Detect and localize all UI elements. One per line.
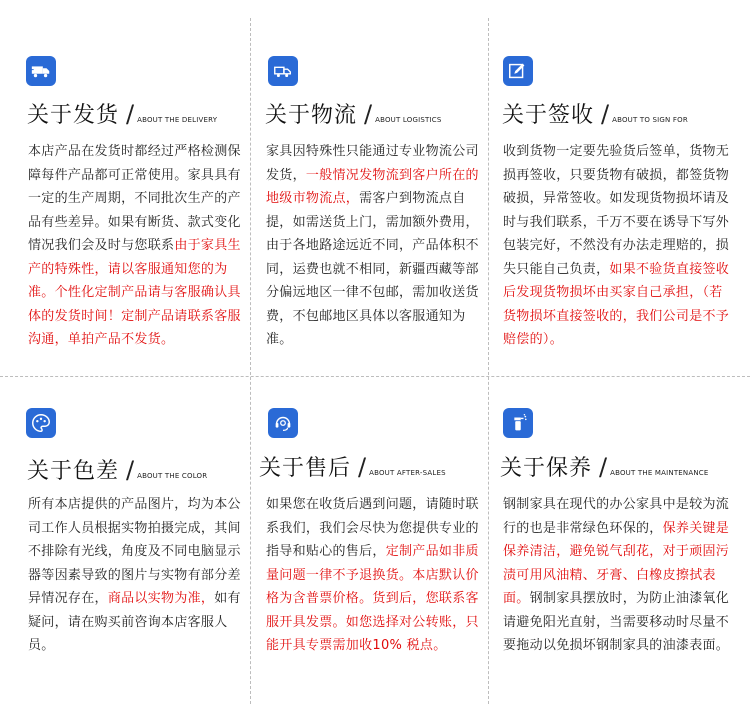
sign-pen-icon [503,56,533,86]
section-title: 关于售后 [259,456,352,481]
section-body [503,493,737,658]
highlight-text: 定制产品如非质量问题一律不予退换货。本店默认价格为含普票价格。货到后，您联系客服开具发票。如您选择对公转账，只能开具专票需加收10% 税点。 [266,544,479,653]
delivery-truck-icon [26,56,56,86]
column-divider-right [488,18,489,704]
palette-icon [26,408,56,438]
section-title: 关于发货 [27,103,120,128]
section-heading: 关于物流 / ABOUT LOGISTICS [265,100,442,128]
logistics-truck-icon [268,56,298,86]
body-text: 本店产品在发货时都经过严格检测保障每件产品都可正常使用。家具具有一定的生产周期，不同批次生产的产品有些差异。如果有断货、款式变化情况我们会及时与您联系 [28,144,241,253]
highlight-text: 如果不验货直接签收后发现货物损坏由买家自己承担，（若货物损坏直接签收的，我们公司是不予赔偿的）。 [503,261,730,347]
spray-bottle-icon [503,408,533,438]
section-heading: 关于签收 / ABOUT TO SIGN FOR [502,100,688,128]
body-text: 收到货物一定要先验货后签单，货物无损再签收，只要货物有破损，都签货物破损，异常签收。如发现货物损坏请及时与我们联系，千万不要在诱导下写外包装完好，不然没有办法走理赔的，损失只能自己负责， [503,144,730,277]
body-text: 所有本店提供的产品图片，均为本公司工作人员根据实物拍摄完成，其间不排除有光线，角度及不同电脑显示器等因素导致的图片与实物有部分差异情况存在， [28,497,241,606]
section-subtitle: ABOUT THE DELIVERY [137,116,218,124]
section-subtitle: ABOUT TO SIGN FOR [612,116,688,124]
column-divider-left [250,18,251,704]
headset-service-icon [268,408,298,438]
body-text: 需客户到物流点自提，如需送货上门，需加额外费用，由于各地路途远近不同，产品体积不同，运费也就不相同，新疆西藏等部分偏远地区一律不包邮，需加收送货费，不包邮地区具体以客服通知为准。 [266,191,479,347]
section-body [503,140,731,352]
section-subtitle: ABOUT LOGISTICS [375,116,442,124]
highlight-text: 一般情况发物流到客户所在的地级市物流点， [266,167,479,206]
section-body [28,493,241,658]
body-text: 钢制家具摆放时，为防止油漆氧化请避免阳光直射，当需要移动时尽量不要拖动以免损坏钢制家具的油漆表面。 [503,591,730,653]
section-title: 关于签收 [502,103,595,128]
highlight-text: 由于家具生产的特殊性，请以客服通知您的为准。个性化定制产品请与客服确认具体的发货时间！定制产品请联系客服沟通，单拍产品不发货。 [28,238,241,347]
row-divider [0,376,750,377]
section-subtitle: ABOUT AFTER-SALES [369,469,446,477]
body-text: 如有疑问，请在购买前咨询本店客服人员。 [28,591,241,653]
section-body [266,493,480,658]
section-title: 关于物流 [265,103,358,128]
body-text: 钢制家具在现代的办公家具中是较为流行的也是非常绿色环保的， [503,497,730,536]
section-title: 关于保养 [500,456,593,481]
body-text: 如果您在收货后遇到问题，请随时联系我们，我们会尽快为您提供专业的指导和贴心的售后， [266,497,479,559]
section-heading: 关于保养 / ABOUT THE MAINTENANCE [500,453,709,481]
body-text: 家具因特殊性只能通过专业物流公司发货， [266,144,479,183]
section-subtitle: ABOUT THE COLOR [137,472,208,480]
section-title: 关于色差 [27,459,120,484]
section-heading: 关于售后 / ABOUT AFTER-SALES [259,453,446,481]
section-body [28,140,241,352]
section-body [266,140,480,352]
highlight-text: 保养关键是保养清洁，避免锐气刮花，对于顽固污渍可用风油精、牙膏、白橡皮擦拭表面。 [503,520,730,606]
section-heading: 关于发货 / ABOUT THE DELIVERY [27,100,218,128]
highlight-text: 商品以实物为准， [107,591,215,606]
section-subtitle: ABOUT THE MAINTENANCE [610,469,709,477]
section-heading: 关于色差 / ABOUT THE COLOR [27,456,208,484]
